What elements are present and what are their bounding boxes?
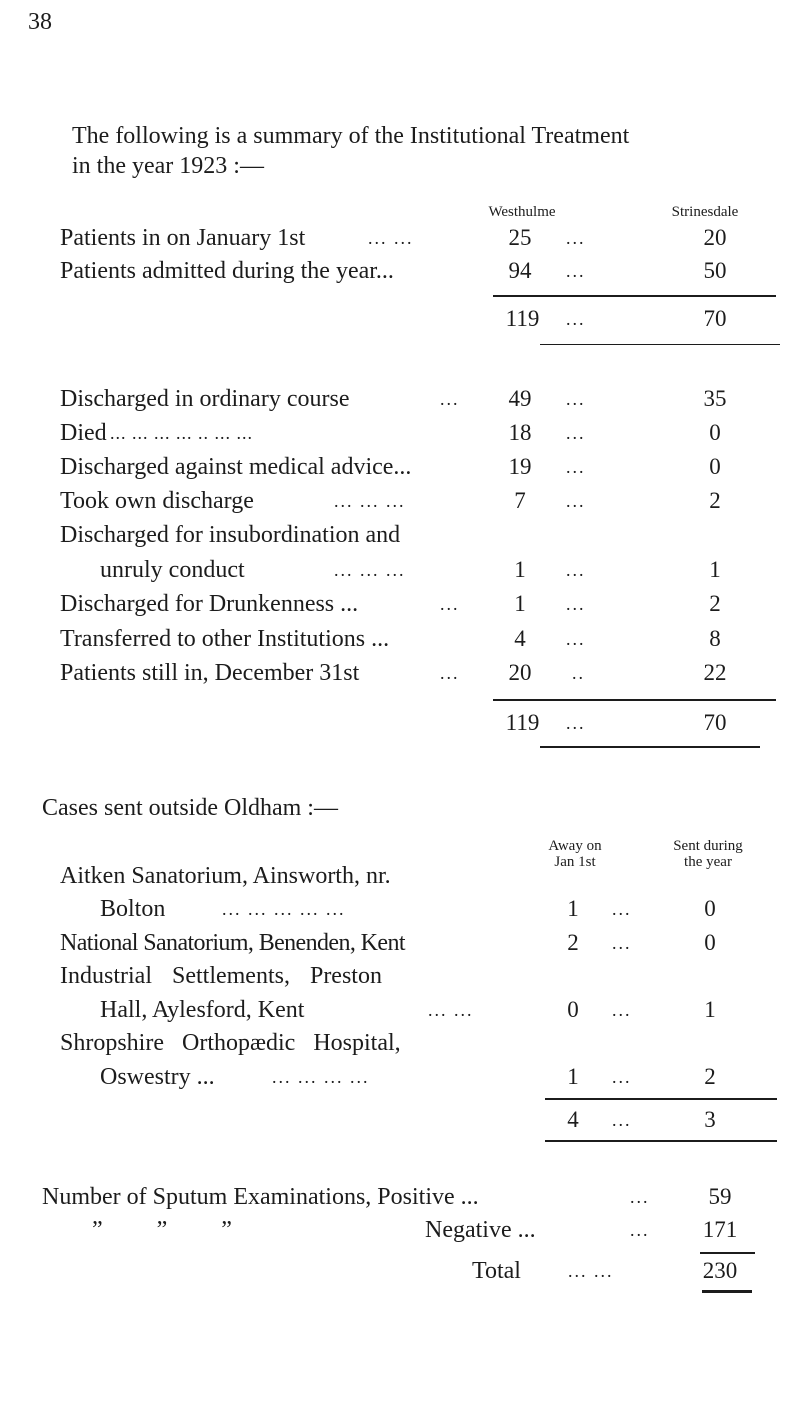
row-label: Hall, Aylesford, Kent [100, 997, 305, 1023]
value-separator: ... [566, 713, 586, 733]
away-total: 4 [567, 1107, 579, 1132]
row-dots: ... ... ... ... .. ... ... [110, 423, 253, 443]
intro-line-1: The following is a summary of the Institutional Treatment [72, 123, 630, 149]
col-header-strinesdale: Strinesdale [671, 204, 739, 220]
row-label: Patients admitted during the year... [60, 258, 394, 284]
westhulme-value: 94 [508, 258, 532, 283]
row-dots: ... ... ... ... [272, 1067, 370, 1087]
row-dots: ... ... ... [334, 491, 406, 511]
value-separator: ... [566, 389, 586, 409]
value-separator: ... [566, 309, 586, 329]
value-separator: ... [566, 228, 586, 248]
row-dots: ... ... ... [334, 560, 406, 580]
value-separator: ... [566, 261, 586, 281]
rule-discharges-bottom [540, 746, 760, 748]
row-label: unruly conduct [100, 557, 245, 583]
row-dots: ... ... ... ... ... [222, 899, 346, 919]
value-separator: ... [612, 899, 632, 919]
value-separator: ... [612, 1000, 632, 1020]
rule-outside-bottom [545, 1140, 777, 1142]
row-dots: ... [630, 1187, 650, 1207]
row-dots: ... ... [368, 228, 414, 248]
westhulme-value: 4 [514, 626, 526, 651]
row-label: Shropshire Orthopædic Hospital, [60, 1030, 401, 1056]
away-value: 1 [567, 896, 579, 921]
value-separator: ... [566, 629, 586, 649]
value-separator: ... [566, 457, 586, 477]
sent-total: 3 [704, 1107, 716, 1132]
rule-discharges-top [493, 699, 776, 701]
rule-sputum-bottom [702, 1290, 752, 1293]
sputum-negative-value: 171 [702, 1217, 738, 1242]
sent-value: 1 [704, 997, 716, 1022]
page-number: 38 [28, 9, 52, 35]
westhulme-total: 119 [505, 710, 540, 735]
row-label: Patients in on January 1st [60, 225, 306, 251]
away-value: 1 [567, 1064, 579, 1089]
sputum-positive-value: 59 [708, 1184, 732, 1209]
value-separator: ... [566, 594, 586, 614]
away-value: 2 [567, 930, 579, 955]
value-separator: ... [612, 1067, 632, 1087]
westhulme-value: 49 [508, 386, 532, 411]
outside-heading: Cases sent outside Oldham :— [42, 795, 338, 821]
sputum-total-label: Total [472, 1258, 521, 1284]
row-dots: ... ... [428, 1000, 474, 1020]
westhulme-total: 119 [505, 306, 540, 331]
col-header-away [530, 838, 620, 870]
col-header-away-line1: Away on [548, 838, 602, 854]
value-separator: ... [612, 1110, 632, 1130]
row-label: Discharged for insubordination and [60, 522, 401, 548]
strinesdale-value: 20 [703, 225, 727, 250]
rule-admissions-bottom [540, 344, 780, 345]
row-label: Aitken Sanatorium, Ainsworth, nr. [60, 863, 391, 889]
westhulme-value: 19 [508, 454, 532, 479]
ditto-marks: ” ” ” [92, 1217, 232, 1243]
row-label: Died [60, 420, 107, 446]
sputum-negative-label: Negative ... [425, 1217, 536, 1243]
row-dots: ... ... [568, 1261, 614, 1281]
strinesdale-total: 70 [703, 306, 727, 331]
westhulme-value: 1 [514, 557, 526, 582]
westhulme-value: 7 [514, 488, 526, 513]
strinesdale-value: 0 [709, 454, 721, 479]
value-separator: ... [612, 933, 632, 953]
row-label: National Sanatorium, Benenden, Kent [60, 930, 405, 956]
strinesdale-value: 8 [709, 626, 721, 651]
rule-outside-top [545, 1098, 777, 1100]
col-header-sent-line1: Sent during [673, 838, 743, 854]
westhulme-value: 20 [508, 660, 532, 685]
col-header-away-line2: Jan 1st [554, 854, 596, 870]
row-label: Industrial Settlements, Preston [60, 963, 382, 989]
strinesdale-total: 70 [703, 710, 727, 735]
value-separator: ... [566, 560, 586, 580]
strinesdale-value: 2 [709, 591, 721, 616]
sent-value: 2 [704, 1064, 716, 1089]
col-header-sent [648, 838, 768, 870]
value-separator: ... [566, 491, 586, 511]
westhulme-value: 1 [514, 591, 526, 616]
intro-line-2: in the year 1923 :— [72, 153, 264, 179]
row-dots: ... [440, 594, 460, 614]
sent-value: 0 [704, 896, 716, 921]
westhulme-value: 25 [508, 225, 532, 250]
strinesdale-value: 22 [703, 660, 727, 685]
col-header-westhulme: Westhulme [488, 204, 556, 220]
row-label: Discharged for Drunkenness ... [60, 591, 359, 617]
sent-value: 0 [704, 930, 716, 955]
sputum-total-value: 230 [702, 1258, 738, 1283]
strinesdale-value: 1 [709, 557, 721, 582]
strinesdale-value: 50 [703, 258, 727, 283]
row-label: Bolton [100, 896, 166, 922]
strinesdale-value: 0 [709, 420, 721, 445]
strinesdale-value: 2 [709, 488, 721, 513]
row-dots: ... [440, 663, 460, 683]
row-dots: ... [440, 389, 460, 409]
rule-admissions-top [493, 295, 776, 297]
sputum-positive-label: Number of Sputum Examinations, Positive ... [42, 1184, 479, 1210]
value-separator: ... [566, 423, 586, 443]
row-label: Took own discharge [60, 488, 254, 514]
row-label: Transferred to other Institutions ... [60, 626, 390, 652]
row-label: Patients still in, December 31st [60, 660, 360, 686]
value-separator: .. [572, 663, 585, 683]
col-header-sent-line2: the year [684, 854, 732, 870]
row-dots: ... [630, 1220, 650, 1240]
westhulme-value: 18 [508, 420, 532, 445]
row-label: Oswestry ... [100, 1064, 215, 1090]
away-value: 0 [567, 997, 579, 1022]
row-label: Discharged against medical advice... [60, 454, 412, 480]
strinesdale-value: 35 [703, 386, 727, 411]
row-label: Discharged in ordinary course [60, 386, 350, 412]
rule-sputum-top [700, 1252, 755, 1254]
